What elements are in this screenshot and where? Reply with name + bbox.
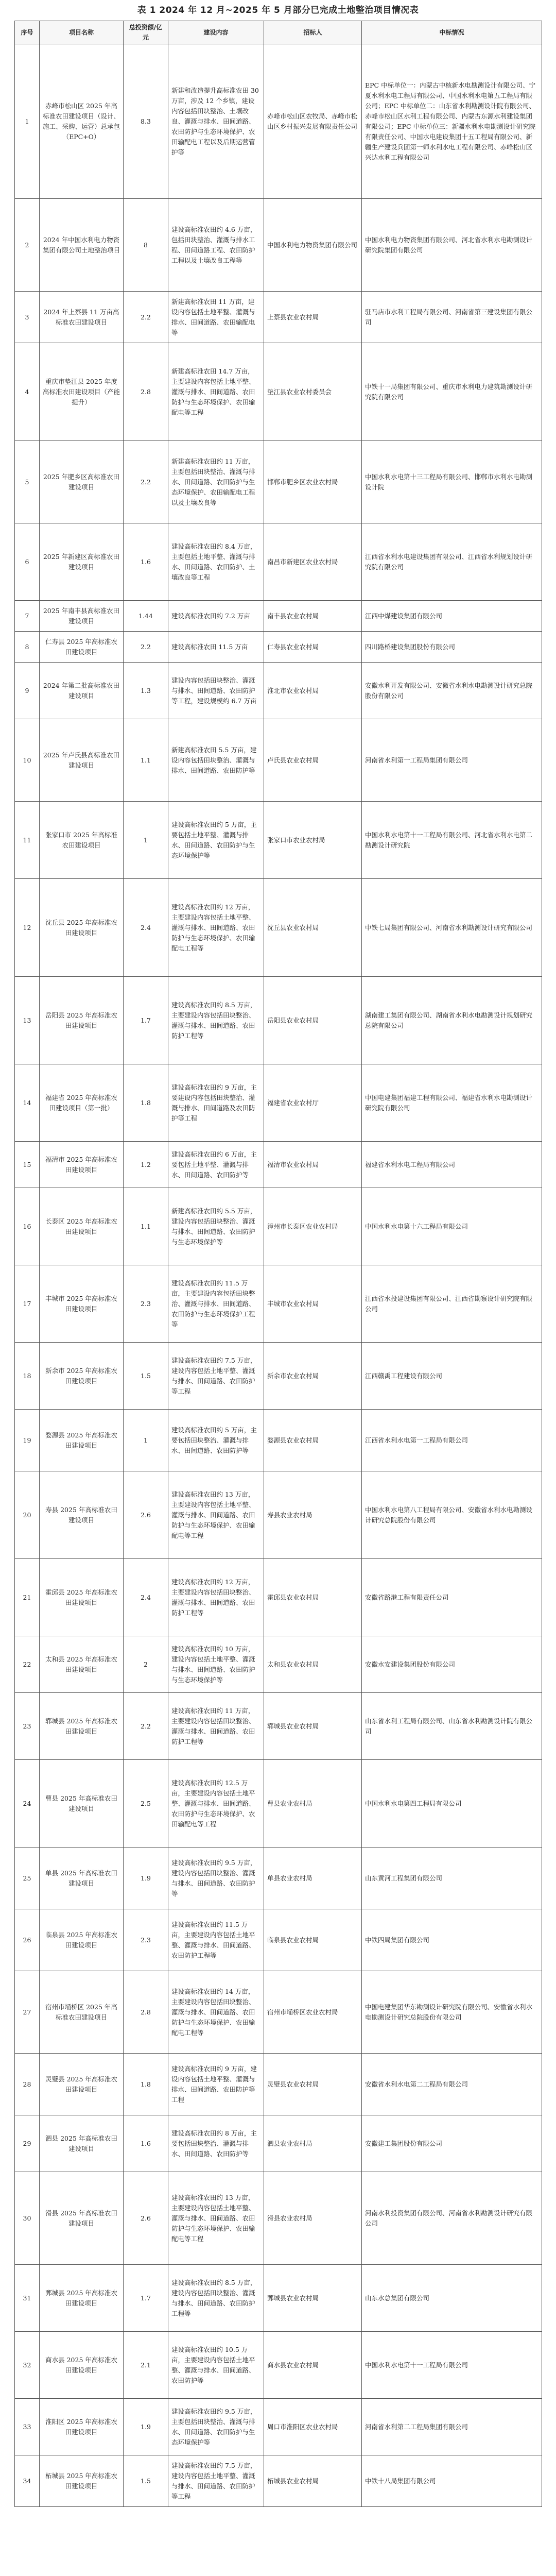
cell-amount: 1.6 [124,2115,168,2172]
cell-owner: 邯郸市肥乡区农业农村局 [264,441,362,523]
cell-content: 建设高标准农田约 5 万亩，主要包括田块整治、灌溉与排水、田间道路、农田防护等 [168,1410,264,1471]
cell-owner: 淮北市农业农村局 [264,663,362,719]
cell-owner: 福建省农业农村厅 [264,1064,362,1142]
cell-amount: 2.4 [124,879,168,977]
cell-bid: 江西省水投建设集团有限公司、江西省勘察设计研究院有限公司 [362,1265,542,1343]
cell-content: 建设高标准农田约 11.5 万亩，主要建设内容包括土地平整、灌溉与排水、田间道路、农田防护工程等 [168,1909,264,1971]
cell-amount: 2.1 [124,2332,168,2399]
cell-content: 建设高标准农田约 11 万亩，主要建设内容包括田块整治、灌溉与排水、田间道路、农田防护工程等 [168,1693,264,1760]
table-row [15,663,542,719]
cell-bid: 江西赣禹工程建设有限公司 [362,1343,542,1410]
cell-bid: 四川路桥建设集团股份有限公司 [362,632,542,663]
cell-name: 滑县 2025 年高标准农田建设项目 [40,2172,124,2265]
cell-name: 鄄城县 2025 年高标准农田建设项目 [40,2265,124,2332]
cell-content: 建设高标准农田约 13 万亩，主要建设内容包括土地平整、灌溉与排水、田间道路、农田防护与生态环境保护、农田输配电等工程 [168,1471,264,1559]
cell-name: 婺源县 2025 年高标准农田建设项目 [40,1410,124,1471]
cell-amount: 1.3 [124,663,168,719]
cell-amount: 2.2 [124,441,168,523]
cell-no: 23 [15,1693,40,1760]
cell-owner: 霍邱县农业农村局 [264,1559,362,1636]
cell-owner: 新余市农业农村局 [264,1343,362,1410]
cell-no: 24 [15,1760,40,1848]
cell-bid: 中国水利电力物资集团有限公司、河北省水利水电勘测设计研究院集团有限公司 [362,199,542,292]
cell-content: 建设高标准农田约 12 万亩，主要建设内容包括土地平整、灌溉与排水、田间道路、农田防护与生态环境保护、农田输配电工程等 [168,879,264,977]
cell-bid: 中国水利水电第八工程局有限公司、安徽省水利水电勘测设计研究总院股份有限公司 [362,1471,542,1559]
cell-name: 灵璧县 2025 年高标准农田建设项目 [40,2054,124,2115]
table-row [15,1909,542,1971]
cell-bid: 中国水利水电第十六工程局有限公司 [362,1188,542,1265]
cell-amount: 1.5 [124,2455,168,2507]
cell-name: 霍邱县 2025 年高标准农田建设项目 [40,1559,124,1636]
cell-bid: 中铁四局集团有限公司 [362,1909,542,1971]
cell-bid: 安徽水利开发有限公司、安徽省水利水电勘测设计研究总院股份有限公司 [362,663,542,719]
cell-amount: 8.3 [124,44,168,199]
cell-owner: 仁寿县农业农村局 [264,632,362,663]
cell-name: 郓城县 2025 年高标准农田建设项目 [40,1693,124,1760]
cell-content: 建设高标准农田约 8.5 万亩，主要建设内容包括田块整治、灌溉与排水、田间道路、农田防护工程等 [168,977,264,1064]
cell-amount: 2.2 [124,632,168,663]
cell-no: 5 [15,441,40,523]
cell-no: 26 [15,1909,40,1971]
table-title: 表 1 2024 年 12 月~2025 年 5 月部分已完成土地整治项目情况表 [137,5,419,15]
cell-no: 8 [15,632,40,663]
cell-amount: 2.8 [124,343,168,441]
cell-content: 建设高标准农田约 13 万亩，主要建设内容包括土地平整、灌溉与排水、田间道路、农田防护与生态环境保护、农田输配电等工程 [168,2172,264,2265]
cell-owner: 商水县农业农村局 [264,2332,362,2399]
cell-no: 1 [15,44,40,199]
table-row [15,1559,542,1636]
cell-content: 建设高标准农田约 14 万亩，主要建设内容包括田块整治、灌溉与排水、田间道路、农田防护与生态环境保护、农田输配电工程等 [168,1971,264,2054]
cell-name: 曹县 2025 年高标准农田建设项目 [40,1760,124,1848]
cell-bid: EPC 中标单位一：内蒙古中核新水电勘测设计有限公司、宁夏水利水电工程局有限公司、中国水利水电第五工程局有限公司；EPC 中标单位二：山东省水利勘测设计院有限公司、赤峰市松山区水利工程有限公司、内蒙古东源水利建设集团有限公司；EPC 中标单位三：新疆水利水电勘测设计研究院有限责任公司、中国水电建设集团十五工程局有限公司、新疆生产建设兵团第一师水利水电工程有限公司、赤峰松山区兴达水利工程有限公司 [362,44,542,199]
cell-amount: 1.1 [124,1188,168,1265]
cell-no: 14 [15,1064,40,1142]
cell-no: 30 [15,2172,40,2265]
cell-content: 建设高标准农田约 10 万亩，建设内容包括土地平整、灌溉与排水、田间道路、农田防护与生态环境保护等 [168,1636,264,1693]
cell-content: 建设高标准农田约 8 万亩，主要包括田块整治、灌溉与排水、田间道路、农田防护等 [168,2115,264,2172]
cell-amount: 1.5 [124,1343,168,1410]
cell-no: 27 [15,1971,40,2054]
cell-amount: 1.7 [124,977,168,1064]
cell-owner: 南昌市新建区农业农村局 [264,523,362,601]
cell-owner: 郓城县农业农村局 [264,1693,362,1760]
table-row [15,977,542,1064]
cell-no: 12 [15,879,40,977]
cell-content: 新建和改造提升高标准农田 30 万亩，涉及 12 个乡镇，建设内容包括田块整治、土壤改良、灌溉与排水、田间道路、农田防护与生态环境保护、农田输配电工程以及后期运营管护等 [168,44,264,199]
table-row [15,2332,542,2399]
cell-amount: 1.1 [124,719,168,802]
cell-content: 新建高标准农田 14.7 万亩，主要建设内容包括土地平整、灌溉与排水、田间道路、农田防护与生态环境保护、农田输配电等工程 [168,343,264,441]
cell-amount: 2.8 [124,1971,168,2054]
table-row [15,1064,542,1142]
cell-owner: 漳州市长泰区农业农村局 [264,1188,362,1265]
table-row [15,1471,542,1559]
cell-no: 15 [15,1142,40,1188]
cell-no: 4 [15,343,40,441]
cell-content: 建设高标准农田约 4.6 万亩，包括田块整治、灌溉与排水工程、田间道路工程、农田防护工程以及土壤改良工程等 [168,199,264,292]
cell-bid: 中国水利水电第十一工程局有限公司、河北省水利水电第二勘测设计研究院 [362,802,542,879]
cell-name: 泗县 2025 年高标准农田建设项目 [40,2115,124,2172]
cell-amount: 2.3 [124,1265,168,1343]
cell-content: 建设高标准农田约 12.5 万亩，主要建设内容包括土地平整、灌溉与排水、田间道路、农田防护与生态环境保护、农田输配电等工程 [168,1760,264,1848]
cell-bid: 江西中煤建设集团有限公司 [362,601,542,632]
cell-no: 7 [15,601,40,632]
cell-no: 17 [15,1265,40,1343]
table-row [15,1142,542,1188]
table-row [15,2455,542,2507]
cell-amount: 1 [124,1410,168,1471]
cell-no: 32 [15,2332,40,2399]
cell-name: 单县 2025 年高标准农田建设项目 [40,1848,124,1909]
cell-content: 建设高标准农田约 8.4 万亩，主要包括土地平整、灌溉与排水、田间道路、农田防护、土壤改良等工程 [168,523,264,601]
cell-owner: 沈丘县农业农村局 [264,879,362,977]
cell-owner: 滑县农业农村局 [264,2172,362,2265]
cell-amount: 8 [124,199,168,292]
cell-amount: 1.44 [124,601,168,632]
cell-bid: 河南省水利第二工程局集团有限公司 [362,2399,542,2455]
table-row [15,1760,542,1848]
cell-amount: 2.6 [124,1471,168,1559]
table-row [15,1265,542,1343]
cell-content: 建设高标准农田约 12 万亩，主要建设内容包括田块整治、灌溉与排水、田间道路、农田防护工程等 [168,1559,264,1636]
cell-owner: 临泉县农业农村局 [264,1909,362,1971]
cell-name: 张家口市 2025 年高标准农田建设项目 [40,802,124,879]
cell-no: 28 [15,2054,40,2115]
cell-no: 6 [15,523,40,601]
cell-bid: 山东水总集团有限公司 [362,2265,542,2332]
cell-amount: 1 [124,802,168,879]
table-row [15,1410,542,1471]
cell-name: 仁寿县 2025 年高标准农田建设项目 [40,632,124,663]
table-row [15,601,542,632]
cell-amount: 1.8 [124,1064,168,1142]
table-row [15,1848,542,1909]
cell-amount: 2.5 [124,1760,168,1848]
cell-owner: 泗县农业农村局 [264,2115,362,2172]
cell-no: 9 [15,663,40,719]
table-row [15,2054,542,2115]
cell-name: 2025 年新建区高标准农田建设项目 [40,523,124,601]
cell-content: 建设高标准农田约 7.5 万亩，建设内容包括土地平整、灌溉与排水、田间道路、农田防护等工程 [168,2455,264,2507]
cell-content: 新建高标准农田约 5.5 万亩，建设内容包括田块整治、灌溉与排水、田间道路、农田防护与生态环境保护等 [168,1188,264,1265]
table-row [15,1971,542,2054]
table-row [15,879,542,977]
cell-amount: 1.2 [124,1142,168,1188]
cell-owner: 宿州市埇桥区农业农村局 [264,1971,362,2054]
cell-bid: 河南省水利第一工程局集团有限公司 [362,719,542,802]
cell-name: 新余市 2025 年高标准农田建设项目 [40,1343,124,1410]
table-row [15,719,542,802]
cell-name: 商水县 2025 年高标准农田建设项目 [40,2332,124,2399]
header-owner: 招标人 [264,21,362,44]
cell-owner: 单县农业农村局 [264,1848,362,1909]
cell-owner: 中国水利电力物资集团有限公司 [264,199,362,292]
cell-no: 21 [15,1559,40,1636]
cell-name: 2025 年南丰县高标准农田建设项目 [40,601,124,632]
cell-name: 太和县 2025 年高标准农田建设项目 [40,1636,124,1693]
cell-content: 建设高标准农田约 5 万亩，主要包括土地平整、灌溉与排水、田间道路、农田防护与生态环境保护等 [168,802,264,879]
cell-amount: 2.2 [124,1693,168,1760]
cell-no: 18 [15,1343,40,1410]
cell-owner: 灵璧县农业农村局 [264,2054,362,2115]
cell-no: 33 [15,2399,40,2455]
cell-content: 建设高标准农田约 11.5 万亩，主要建设内容包括田块整治、灌溉与排水、田间道路、农田防护与生态环境保护工程等 [168,1265,264,1343]
cell-name: 岳阳县 2025 年高标准农田建设项目 [40,977,124,1064]
cell-amount: 2 [124,1636,168,1693]
cell-no: 3 [15,292,40,343]
cell-amount: 2.6 [124,2172,168,2265]
header-name: 项目名称 [40,21,124,44]
cell-owner: 寿县农业农村局 [264,1471,362,1559]
cell-name: 沈丘县 2025 年高标准农田建设项目 [40,879,124,977]
cell-content: 建设高标准农田约 7.5 万亩，建设内容包括土地平整、灌溉与排水、田间道路、农田防护等工程 [168,1343,264,1410]
cell-content: 建设高标准农田约 9 万亩，主要建设内容包括田块整治、灌溉与排水、田间道路及农田防护等工程 [168,1064,264,1142]
cell-name: 2025 年肥乡区高标准农田建设项目 [40,441,124,523]
cell-bid: 安徽水安建设集团股份有限公司 [362,1636,542,1693]
cell-no: 25 [15,1848,40,1909]
cell-no: 22 [15,1636,40,1693]
projects-table [14,21,542,2507]
cell-content: 建设高标准农田约 8.5 万亩，建设内容包括田块整治、灌溉与排水、田间道路、农田防护工程等 [168,2265,264,2332]
table-row [15,292,542,343]
table-row [15,802,542,879]
cell-owner: 南丰县农业农村局 [264,601,362,632]
cell-name: 赤峰市松山区 2025 年高标准农田建设项目（设计、施工、采购、运营）总承包（EPC+O） [40,44,124,199]
cell-no: 11 [15,802,40,879]
cell-content: 新建高标准农田 11 万亩，建设内容包括土地平整、灌溉与排水、田间道路、农田输配电等 [168,292,264,343]
cell-bid: 福建省水利水电工程局有限公司 [362,1142,542,1188]
header-amount: 总投资额/亿元 [124,21,168,44]
cell-name: 柘城县 2025 年高标准农田建设项目 [40,2455,124,2507]
cell-content: 建设高标准农田约 10.5 万亩，主要建设内容包括土地平整、灌溉与排水、田间道路、农田防护等 [168,2332,264,2399]
cell-owner: 曹县农业农村局 [264,1760,362,1848]
cell-content: 新建高标准农田约 11 万亩，主要包括田块整治、灌溉与排水、田间道路、农田防护与生态环境保护、农田输配电工程以及土壤改良等 [168,441,264,523]
cell-bid: 安徽建工集团股份有限公司 [362,2115,542,2172]
cell-amount: 2.2 [124,292,168,343]
cell-name: 福建省 2025 年高标准农田建设项目（第一批） [40,1064,124,1142]
cell-name: 2025 年卢氏县高标准农田建设项目 [40,719,124,802]
cell-owner: 赤峰市松山区农牧局、赤峰市松山区乡村振兴发展有限责任公司 [264,44,362,199]
cell-owner: 张家口市农业农村局 [264,802,362,879]
cell-name: 2024 年第二批高标准农田建设项目 [40,663,124,719]
cell-bid: 山东省水利工程局有限公司、山东省水利勘测设计院有限公司 [362,1693,542,1760]
header-bid: 中标情况 [362,21,542,44]
cell-amount: 1.9 [124,2399,168,2455]
cell-owner: 鄄城县农业农村局 [264,2265,362,2332]
cell-no: 31 [15,2265,40,2332]
cell-owner: 岳阳县农业农村局 [264,977,362,1064]
cell-bid: 安徽省路港工程有限责任公司 [362,1559,542,1636]
cell-content: 建设高标准农田约 6 万亩，主要包括土地平整、灌溉与排水、田间道路、农田防护等 [168,1142,264,1188]
cell-name: 2024 年上蔡县 11 万亩高标准农田建设项目 [40,292,124,343]
cell-bid: 湖南建工集团有限公司、湖南省水利水电勘测设计规划研究总院有限公司 [362,977,542,1064]
cell-content: 建设高标准农田约 9.5 万亩，建设内容包括田块整治、灌溉与排水、田间道路、农田防护等 [168,1848,264,1909]
header-row [15,21,542,44]
cell-name: 宿州市埇桥区 2025 年高标准农田建设项目 [40,1971,124,2054]
cell-content: 新建高标准农田 5.5 万亩，建设内容包括田块整治、灌溉与排水、田间道路、农田防护等 [168,719,264,802]
cell-owner: 太和县农业农村局 [264,1636,362,1693]
cell-content: 建设高标准农田约 9 万亩，建设内容包括土地平整、灌溉与排水、田间道路、农田防护等工程 [168,2054,264,2115]
header-content: 建设内容 [168,21,264,44]
cell-content: 建设高标准农田 11.5 万亩 [168,632,264,663]
table-row [15,523,542,601]
cell-amount: 2.3 [124,1909,168,1971]
cell-no: 19 [15,1410,40,1471]
cell-name: 寿县 2025 年高标准农田建设项目 [40,1471,124,1559]
table-row [15,441,542,523]
cell-bid: 驻马店市水利工程局有限公司、河南省第三建设集团有限公司 [362,292,542,343]
cell-no: 20 [15,1471,40,1559]
cell-amount: 2.4 [124,1559,168,1636]
table-row [15,1188,542,1265]
table-row [15,2172,542,2265]
cell-bid: 中国水利水电第十一工程局有限公司 [362,2332,542,2399]
table-row [15,2399,542,2455]
cell-name: 2024 年中国水利电力物资集团有限公司土地整治项目 [40,199,124,292]
cell-amount: 1.7 [124,2265,168,2332]
cell-owner: 柘城县农业农村局 [264,2455,362,2507]
table-body [15,44,542,2507]
cell-name: 长泰区 2025 年高标准农田建设项目 [40,1188,124,1265]
cell-owner: 婺源县农业农村局 [264,1410,362,1471]
cell-bid: 河南水利投资集团有限公司、河南省水利勘测设计研究有限公司 [362,2172,542,2265]
cell-bid: 江西省水利水电第一工程局有限公司 [362,1410,542,1471]
cell-bid: 山东黄河工程集团有限公司 [362,1848,542,1909]
table-row [15,2115,542,2172]
table-row [15,2265,542,2332]
cell-name: 福清市 2025 年高标准农田建设项目 [40,1142,124,1188]
cell-owner: 丰城市农业农村局 [264,1265,362,1343]
cell-name: 丰城市 2025 年高标准农田建设项目 [40,1265,124,1343]
cell-bid: 安徽省水利水电第二工程局有限公司 [362,2054,542,2115]
table-row [15,1636,542,1693]
cell-bid: 中铁十八局集团有限公司 [362,2455,542,2507]
cell-amount: 1.6 [124,523,168,601]
cell-no: 10 [15,719,40,802]
table-row [15,199,542,292]
cell-no: 29 [15,2115,40,2172]
cell-no: 34 [15,2455,40,2507]
cell-owner: 卢氏县农业农村局 [264,719,362,802]
table-row [15,343,542,441]
cell-bid: 中铁七局集团有限公司、河南省水利勘测设计研究有限公司 [362,879,542,977]
table-row [15,1693,542,1760]
cell-no: 13 [15,977,40,1064]
cell-content: 建设内容包括田块整治、灌溉与排水、田间道路、农田防护等工程，建设规模约 6.7 万亩 [168,663,264,719]
cell-amount: 1.8 [124,2054,168,2115]
table-row [15,44,542,199]
header-no: 序号 [15,21,40,44]
cell-amount: 1.9 [124,1848,168,1909]
cell-owner: 垫江县农业农村委员会 [264,343,362,441]
cell-content: 建设高标准农田约 7.2 万亩 [168,601,264,632]
cell-no: 16 [15,1188,40,1265]
cell-content: 建设高标准农田约 9.5 万亩，主要包括田块整治、灌溉与排水、田间道路、农田防护与生态环境保护等 [168,2399,264,2455]
table-row [15,1343,542,1410]
cell-no: 2 [15,199,40,292]
cell-bid: 中国电建集团福建工程有限公司、福建省水利水电勘测设计研究院有限公司 [362,1064,542,1142]
cell-owner: 周口市淮阳区农业农村局 [264,2399,362,2455]
cell-name: 重庆市垫江县 2025 年度高标准农田建设项目（产能提升） [40,343,124,441]
cell-bid: 江西省水利水电建设集团有限公司、江西省水利规划设计研究院有限公司 [362,523,542,601]
cell-bid: 中国水利水电第四工程局有限公司 [362,1760,542,1848]
cell-bid: 中国水利水电第十三工程局有限公司、邯郸市水利水电勘测设计院 [362,441,542,523]
cell-bid: 中国电建集团华东勘测设计研究院有限公司、安徽省水利水电勘测设计研究总院股份有限公司 [362,1971,542,2054]
table-row [15,632,542,663]
cell-bid: 中铁十一局集团有限公司、重庆市水利电力建筑勘测设计研究院有限公司 [362,343,542,441]
cell-name: 淮阳区 2025 年高标准农田建设项目 [40,2399,124,2455]
cell-owner: 福清市农业农村局 [264,1142,362,1188]
cell-name: 临泉县 2025 年高标准农田建设项目 [40,1909,124,1971]
cell-owner: 上蔡县农业农村局 [264,292,362,343]
